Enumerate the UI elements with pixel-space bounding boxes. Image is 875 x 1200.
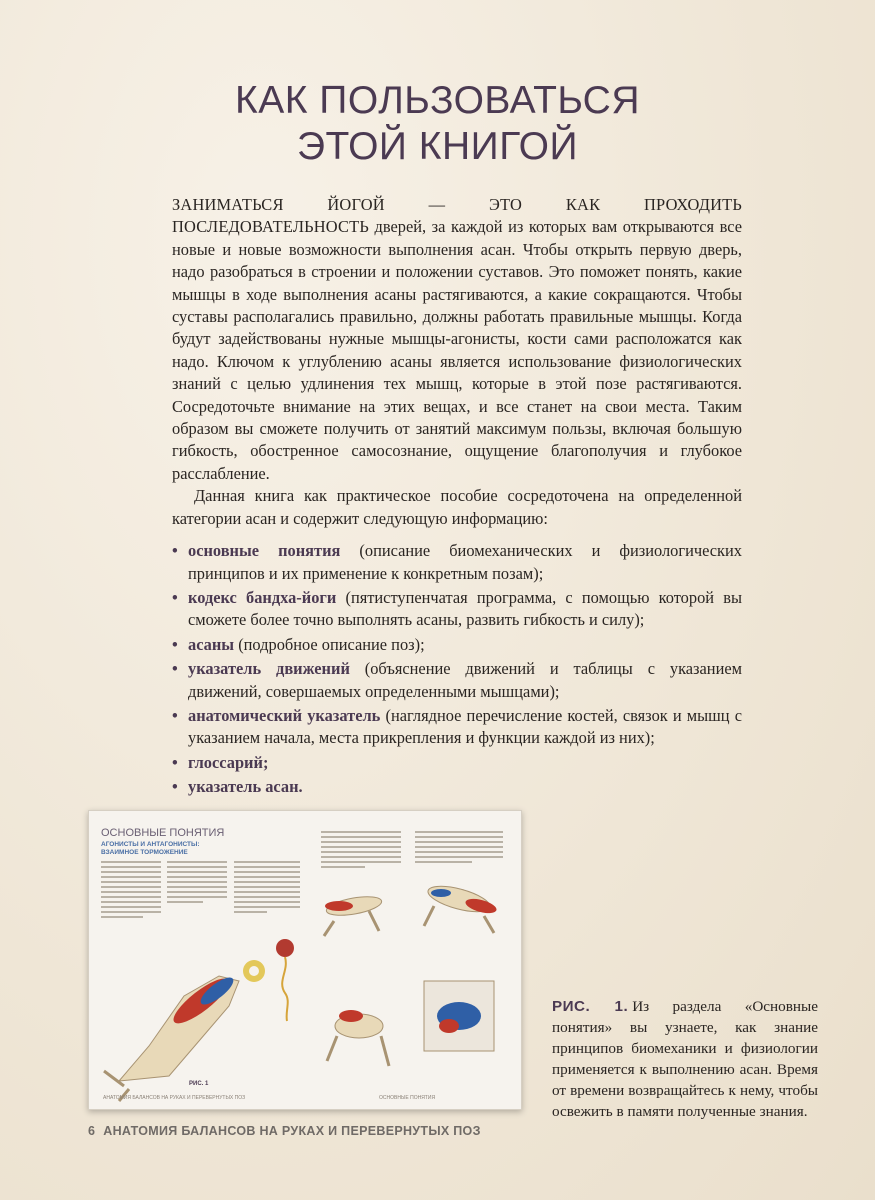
figure-heading: ОСНОВНЫЕ ПОНЯТИЯ (101, 827, 225, 839)
intro-lead: ЗАНИМАТЬСЯ ЙОГОЙ — ЭТО КАК ПРОХОДИТЬ ПОСЛЕДОВАТЕЛЬНОСТЬ (172, 195, 742, 237)
list-desc: (пятиступенчатая программа, с помощью которой вы сможете более точно выполнять асаны, развить гибкость и силу); (188, 587, 742, 630)
list-item (172, 540, 742, 585)
list-item (172, 658, 742, 703)
page-footer (88, 1124, 481, 1138)
list-item (172, 634, 742, 656)
list-desc: (подробное описание поз); (234, 634, 425, 654)
list-term: асаны (188, 634, 235, 654)
pose-illustration-top-left (324, 893, 383, 936)
title-line-1: КАК ПОЛЬЗОВАТЬСЯ (235, 79, 640, 122)
list-desc: (наглядное перечисление костей, связок и мышц с указанием начала, места прикрепления и функции каждой из них); (188, 705, 743, 748)
contents-list (172, 540, 742, 798)
figure-left-footer: АНАТОМИЯ БАЛАНСОВ НА РУКАХ И ПЕРЕВЕРНУТЫХ ПОЗ (103, 1095, 246, 1101)
pose-illustration-bottom-right (424, 981, 494, 1051)
list-item (172, 587, 742, 632)
list-item (172, 776, 742, 798)
list-term: указатель движений (188, 659, 350, 679)
main-text (172, 194, 742, 801)
figure-right-footer: ОСНОВНЫЕ ПОНЯТИЯ (379, 1095, 436, 1101)
figure-book-spread (88, 810, 522, 1110)
list-desc: (объяснение движений и таблицы с указанием движений, совершаемых определенными мышцами); (188, 659, 742, 701)
page-number: 6 (88, 1124, 96, 1138)
title-line-2: ЭТОЙ КНИГОЙ (296, 125, 578, 168)
second-paragraph: Данная книга как практическое пособие сосредоточена на определенной категории асан и содержит следующую информацию: (172, 486, 742, 528)
figure-inner-label: РИС. 1 (189, 1081, 209, 1087)
figure-caption (552, 996, 818, 1122)
yoga-figure-large-illustration (104, 972, 239, 1101)
caption-text: Из раздела «Основные понятия» вы узнаете, как знание принципов биомеханики и физиологии применяется к выполнению асан. Время от времени возвращайтесь к нему, чтобы освежить в памяти полученные знания. (552, 998, 818, 1120)
list-term: указатель асан. (188, 777, 303, 797)
brain-spine-icon (243, 939, 294, 1021)
list-term: кодекс бандха-йоги (188, 587, 337, 607)
list-term: глоссарий; (188, 752, 269, 772)
pose-illustration-top-right (424, 881, 498, 933)
list-desc: (описание биомеханических и физиологических принципов и их применение к конкретным позам); (188, 541, 742, 583)
caption-label: РИС. 1. (552, 998, 629, 1015)
list-item (172, 752, 742, 774)
page-title (0, 78, 875, 170)
intro-paragraph (172, 194, 742, 485)
intro-rest: дверей, за каждой из которых вам открываются все новые и новые возможности выполнения асан. Чтобы открыть первую дверь, надо разобраться в строении и положении суставов. Это поможет понять, какие мышцы в ходе выполнения асаны растягиваются, а какие сокращаются. Чтобы суставы располагались правильно, должны работать правильные мышцы. Когда будут задействованы нужные мышцы-агонисты, кости сами расположатся как надо. Ключом к углублению асаны является использование физиологических знаний с целью удлинения тех мышц, которые в этой позе растягиваются. Сосредоточьте внимание на этих вещах, и все станет на свои места. Таким образом вы сможете получить от занятий максимум пользы, включая большую гибкость, обостренное самосознание, ощущение благополучия и глубокое расслабление. (172, 217, 742, 483)
list-item (172, 705, 742, 750)
figure-subheading: АГОНИСТЫ И АНТАГОНИСТЫ: ВЗАИМНОЕ ТОРМОЖЕНИЕ (101, 841, 200, 856)
figure-illustrations (89, 811, 521, 1109)
list-term: анатомический указатель (188, 705, 381, 725)
running-title: АНАТОМИЯ БАЛАНСОВ НА РУКАХ И ПЕРЕВЕРНУТЫХ ПОЗ (103, 1124, 481, 1138)
list-term: основные понятия (188, 541, 341, 561)
pose-illustration-bottom-left (327, 1010, 389, 1066)
